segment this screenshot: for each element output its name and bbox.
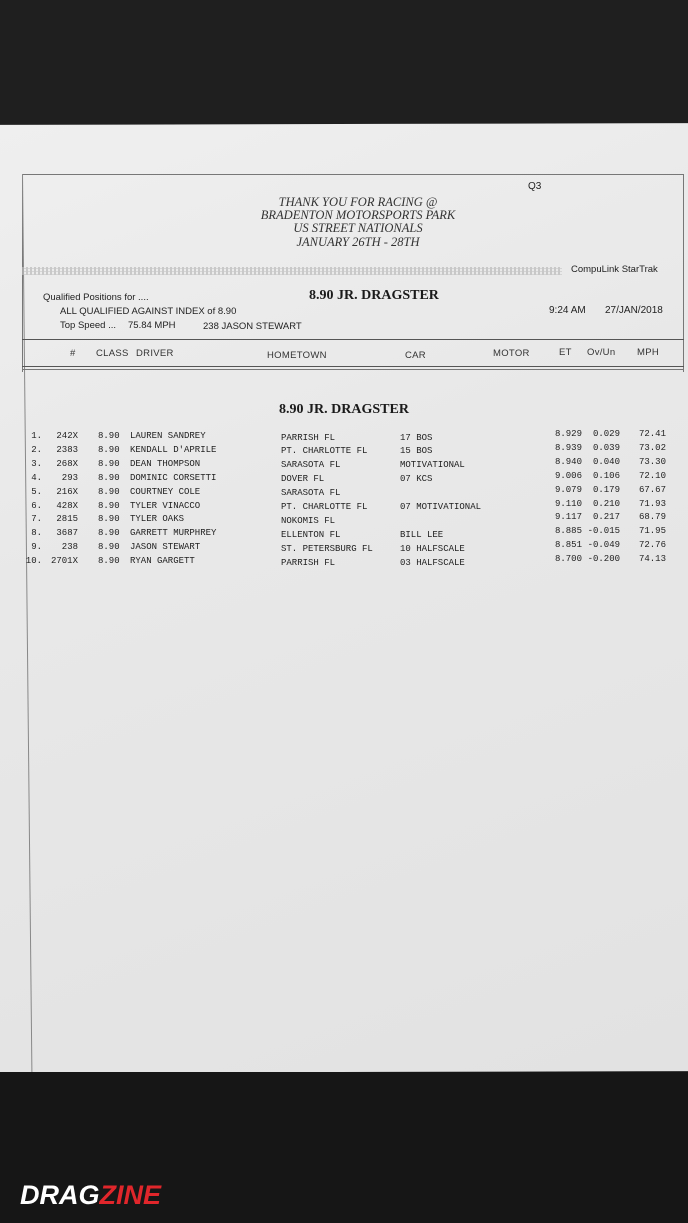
cell-ovun: -0.200 xyxy=(587,554,620,565)
cell-driver: TYLER VINACCO xyxy=(130,500,201,511)
cell-hometown: ST. PETERSBURG FL xyxy=(281,543,373,554)
cell-hometown: ELLENTON FL xyxy=(281,529,341,540)
cell-driver: DOMINIC CORSETTI xyxy=(130,472,217,483)
header-line-1: THANK YOU FOR RACING @ xyxy=(278,195,438,209)
cell-hometown: PT. CHARLOTTE FL xyxy=(281,502,368,512)
cell-pos: 1. xyxy=(31,431,42,441)
header-line-2: BRADENTON MOTORSPORTS PARK xyxy=(260,208,456,222)
col-driver: DRIVER xyxy=(136,348,174,359)
cell-car: 07 KCS xyxy=(400,474,433,485)
corner-code: Q3 xyxy=(528,181,542,192)
cell-et: 9.110 xyxy=(554,498,582,509)
cell-hometown: PARRISH FL xyxy=(281,557,336,568)
qualified-for-label: Qualified Positions for .... xyxy=(43,292,149,303)
cell-ovun: 0.179 xyxy=(592,484,620,495)
cell-pos: 7. xyxy=(31,514,42,525)
cell-cls: 8.90 xyxy=(98,500,120,511)
cell-hometown: DOVER FL xyxy=(281,474,325,485)
top-speed-label: Top Speed ... xyxy=(60,320,116,331)
section-title: 8.90 JR. DRAGSTER xyxy=(279,402,409,417)
cell-et: 8.940 xyxy=(554,456,582,467)
cell-cls: 8.90 xyxy=(98,431,120,441)
cell-mph: 71.95 xyxy=(638,526,666,537)
cell-pos: 3. xyxy=(31,458,42,469)
col-class: CLASS xyxy=(96,348,129,359)
cell-et: 8.939 xyxy=(554,442,582,453)
col-mph: MPH xyxy=(637,347,660,358)
cell-driver: KENDALL D'APRILE xyxy=(130,444,217,455)
cell-et: 9.079 xyxy=(554,484,582,495)
cell-car: 10 HALFSCALE xyxy=(400,543,465,554)
cell-mph: 73.02 xyxy=(638,442,666,453)
cell-cls: 8.90 xyxy=(98,486,120,497)
logo-zine: ZINE xyxy=(99,1180,162,1210)
cell-mph: 74.13 xyxy=(638,554,666,565)
cell-ovun: -0.049 xyxy=(587,540,620,551)
cell-car: 15 BOS xyxy=(400,446,433,457)
cell-pos: 6. xyxy=(31,500,42,511)
cell-et: 9.117 xyxy=(554,512,582,523)
print-time: 9:24 AM xyxy=(549,305,586,316)
cell-ovun: 0.040 xyxy=(592,456,620,467)
cell-driver: GARRETT MURPHREY xyxy=(130,528,217,539)
cell-num: 2383 xyxy=(56,444,78,455)
top-speed-value: 75.84 MPH xyxy=(128,320,176,331)
cell-num: 268X xyxy=(56,458,78,469)
cell-et: 8.851 xyxy=(554,540,582,551)
cell-cls: 8.90 xyxy=(98,514,120,525)
cell-cls: 8.90 xyxy=(98,556,120,567)
cell-car: 03 HALFSCALE xyxy=(400,557,465,568)
cell-mph: 72.41 xyxy=(638,429,666,439)
cell-cls: 8.90 xyxy=(98,528,120,539)
cell-driver: LAUREN SANDREY xyxy=(130,431,206,441)
cell-driver: COURTNEY COLE xyxy=(130,486,201,497)
cell-cls: 8.90 xyxy=(98,458,120,469)
cell-ovun: 0.217 xyxy=(592,512,620,523)
cell-ovun: 0.106 xyxy=(592,470,620,481)
header-rule-mid xyxy=(22,366,684,367)
cell-car: MOTIVATIONAL xyxy=(400,460,465,471)
cell-mph: 72.10 xyxy=(638,470,666,481)
cell-pos: 10. xyxy=(25,556,42,567)
cell-num: 216X xyxy=(56,486,78,497)
cell-et: 8.885 xyxy=(554,526,582,537)
header-rule-bottom xyxy=(22,369,684,370)
cell-car: 07 MOTIVATIONAL xyxy=(400,502,482,512)
index-line: ALL QUALIFIED AGAINST INDEX of 8.90 xyxy=(60,306,237,317)
col-hometown: HOMETOWN xyxy=(267,350,327,361)
cell-car: 17 BOS xyxy=(400,432,433,443)
table-row xyxy=(0,556,688,570)
col-num: # xyxy=(70,348,76,359)
cell-et: 9.006 xyxy=(554,470,582,481)
cell-ovun: 0.039 xyxy=(592,442,620,453)
cell-pos: 2. xyxy=(31,444,42,455)
cell-ovun: -0.015 xyxy=(587,526,620,537)
cell-hometown: PT. CHARLOTTE FL xyxy=(281,446,368,457)
col-ovun: Ov/Un xyxy=(587,347,616,358)
cell-num: 238 xyxy=(61,542,78,553)
header-rule-top xyxy=(22,339,684,340)
cell-driver: RYAN GARGETT xyxy=(130,556,195,567)
cell-pos: 9. xyxy=(31,542,42,553)
software-label: CompuLink StarTrak xyxy=(571,264,658,275)
dotted-separator xyxy=(22,267,562,275)
col-et: ET xyxy=(559,347,572,358)
cell-mph: 67.67 xyxy=(638,484,666,495)
header-line-4: JANUARY 26TH - 28TH xyxy=(296,235,420,249)
cell-mph: 68.79 xyxy=(638,512,666,523)
header-line-3: US STREET NATIONALS xyxy=(293,221,423,235)
cell-et: 8.929 xyxy=(554,429,582,439)
cell-ovun: 0.029 xyxy=(592,429,620,439)
cell-driver: DEAN THOMPSON xyxy=(130,458,201,469)
logo-drag: DRAG xyxy=(20,1180,100,1210)
cell-num: 2815 xyxy=(56,514,78,525)
col-car: CAR xyxy=(405,350,426,361)
cell-hometown: SARASOTA FL xyxy=(281,460,341,471)
top-speed-car: 238 JASON STEWART xyxy=(203,321,302,332)
cell-hometown: PARRISH FL xyxy=(281,432,336,443)
cell-num: 293 xyxy=(61,472,78,483)
cell-cls: 8.90 xyxy=(98,542,120,553)
cell-ovun: 0.210 xyxy=(592,498,620,509)
cell-hometown: NOKOMIS FL xyxy=(281,515,336,526)
cell-et: 8.700 xyxy=(554,554,582,565)
cell-num: 3687 xyxy=(56,528,78,539)
cell-cls: 8.90 xyxy=(98,444,120,455)
print-date: 27/JAN/2018 xyxy=(605,305,663,316)
cell-mph: 72.76 xyxy=(638,540,666,551)
cell-hometown: SARASOTA FL xyxy=(281,488,341,499)
cell-car: BILL LEE xyxy=(400,529,444,540)
cell-pos: 8. xyxy=(31,528,42,539)
cell-pos: 5. xyxy=(31,486,42,497)
cell-mph: 73.30 xyxy=(638,456,666,467)
background-top xyxy=(0,0,688,125)
class-title: 8.90 JR. DRAGSTER xyxy=(309,288,439,303)
col-motor: MOTOR xyxy=(493,348,530,359)
cell-num: 2701X xyxy=(50,556,78,567)
cell-pos: 4. xyxy=(31,472,42,483)
cell-num: 242X xyxy=(56,431,78,441)
cell-driver: TYLER OAKS xyxy=(130,514,185,525)
dragzine-logo xyxy=(20,1180,161,1210)
cell-num: 428X xyxy=(56,500,78,511)
cell-driver: JASON STEWART xyxy=(130,542,201,553)
cell-cls: 8.90 xyxy=(98,472,120,483)
cell-mph: 71.93 xyxy=(638,498,666,509)
